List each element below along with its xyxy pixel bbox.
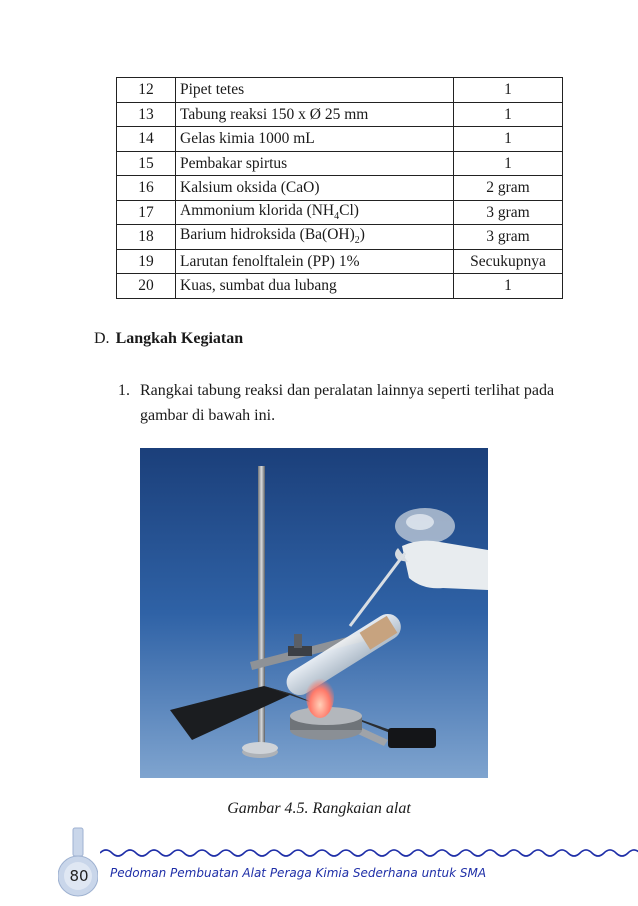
footer-wave-divider [100,846,638,860]
flask-icon [58,826,98,898]
page-number: 80 [69,867,89,885]
section-heading [94,330,243,348]
formula-text: Barium hidroksida (Ba(OH) [180,226,355,244]
table-row [117,200,563,225]
table-row [117,102,563,127]
row-number: 15 [117,151,176,176]
row-item: Kuas, sumbat dua lubang [176,274,454,299]
step-item [118,378,568,428]
formula-subscript: 4 [334,210,340,222]
formula-text: Ammonium klorida (NH [180,201,335,219]
row-quantity: 3 gram [454,200,563,225]
row-number: 13 [117,102,176,127]
row-quantity: 1 [454,78,563,103]
row-number: 16 [117,176,176,201]
row-number: 17 [117,200,176,225]
row-quantity: 3 gram [454,225,563,250]
section-title: Langkah Kegiatan [115,330,244,347]
row-item: Pembakar spirtus [176,151,454,176]
row-number: 18 [117,225,176,250]
row-number: 14 [117,127,176,152]
row-quantity: 1 [454,127,563,152]
section-letter: D. [94,330,110,347]
table-row [117,274,563,299]
row-item: Kalsium oksida (CaO) [176,176,454,201]
row-item: Tabung reaksi 150 x Ø 25 mm [176,102,454,127]
row-quantity: 2 gram [454,176,563,201]
row-quantity: Secukupnya [454,249,563,274]
row-quantity: 1 [454,274,563,299]
table-row [117,78,563,103]
footer-book-title: Pedoman Pembuatan Alat Peraga Kimia Sederhana untuk SMA [110,866,487,880]
table-row [117,127,563,152]
formula-text: Cl) [339,201,359,219]
row-item [176,200,454,225]
row-quantity: 1 [454,151,563,176]
row-number: 20 [117,274,176,299]
table-row [117,176,563,201]
table-row [117,151,563,176]
step-text: Rangkai tabung reaksi dan peralatan lainnya seperti terlihat pada gambar di bawah ini. [140,382,555,424]
formula-text: ) [359,226,365,244]
table-row [117,249,563,274]
row-item: Larutan fenolftalein (PP) 1% [176,249,454,274]
apparatus-photo [140,448,488,778]
formula-subscript: 2 [354,235,360,247]
row-item: Gelas kimia 1000 mL [176,127,454,152]
row-number: 12 [117,78,176,103]
row-quantity: 1 [454,102,563,127]
figure-caption: Gambar 4.5. Rangkaian alat [227,800,411,817]
row-number: 19 [117,249,176,274]
row-item: Pipet tetes [176,78,454,103]
table-row [117,225,563,250]
step-number: 1. [118,382,130,399]
row-item [176,225,454,250]
equipment-table [116,77,563,299]
